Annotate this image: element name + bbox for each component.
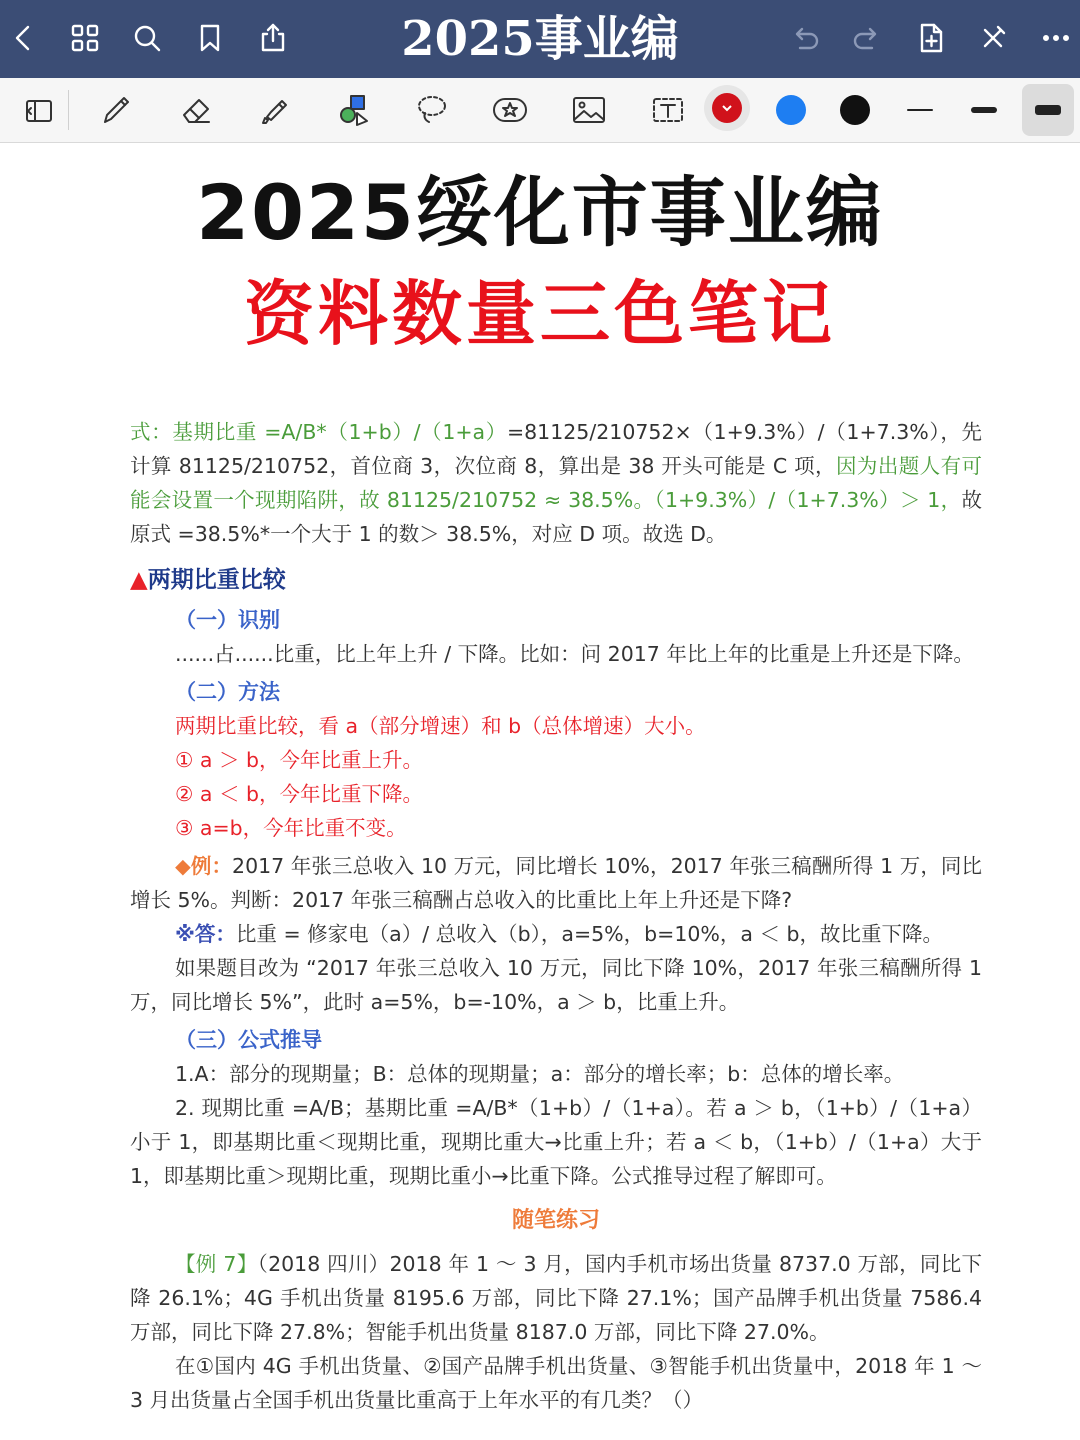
sidebar-toggle-icon[interactable] xyxy=(12,84,64,136)
answer-more: 如果题目改为 “2017 年张三总收入 10 万元，同比下降 10%，2017 年张三稿酬所得 1 万，同比增长 5%”，此时 a=5%，b=-10%，a ＞ b，比重上升。 xyxy=(130,956,982,1014)
solution-paragraph xyxy=(130,415,982,551)
method-main: 两期比重比较，看 a（部分增速）和 b（总体增速）大小。 xyxy=(175,714,706,738)
answer-text: 比重 = 修家电（a）/ 总收入（b），a=5%，b=10%，a ＜ b，故比重下降。 xyxy=(235,922,944,946)
section-heading-text: 两期比重比较 xyxy=(147,567,286,593)
identify-text: ......占......比重，比上年上升 / 下降。比如：问 2017 年比上年的比重是上升还是下降。 xyxy=(175,642,974,666)
top-navbar xyxy=(0,0,1080,78)
practice-heading: 随笔练习 xyxy=(511,1208,600,1233)
triangle-icon: ▲ xyxy=(130,567,148,593)
highlighter-icon[interactable] xyxy=(250,84,302,136)
document-title: 2025事业编 xyxy=(401,11,679,67)
method-item-2: ② a ＜ b，今年比重下降。 xyxy=(175,782,424,806)
example7-paragraph xyxy=(130,1247,982,1349)
image-icon[interactable] xyxy=(563,84,615,136)
redo-icon[interactable] xyxy=(843,14,891,62)
example-text: 2017 年张三总收入 10 万元，同比增长 10%，2017 年张三稿酬所得 1 万，同比增长 5%。判断：2017 年张三稿酬占总收入的比重比上年上升还是下降? xyxy=(130,854,982,912)
shapes-icon[interactable] xyxy=(328,84,380,136)
method-item-1: ① a ＞ b，今年比重上升。 xyxy=(175,748,424,772)
black-text: =81125/210752×（1+9.3%）/（1+7.3%），先计算 81125/210752，首位商 3，次位商 8，算出是 38 开头可能是 C 项， xyxy=(130,420,982,478)
example7-question: 在①国内 4G 手机出货量、②国产品牌手机出货量、③智能手机出货量中，2018 年 1 ～ 3 月出货量占全国手机出货量比重高于上年水平的有几类？（） xyxy=(130,1354,982,1412)
green-text: 式：基期比重 =A/B*（1+b）/（1+a） xyxy=(130,420,507,444)
method-item-3: ③ a=b，今年比重不变。 xyxy=(175,816,407,840)
back-icon[interactable] xyxy=(0,14,48,62)
pen-toolbar xyxy=(0,78,1080,143)
lasso-icon[interactable] xyxy=(406,84,458,136)
answer-label: ※答： xyxy=(175,922,236,946)
subheading-identify: （一）识别 xyxy=(175,608,280,632)
answer-paragraph xyxy=(130,917,982,951)
stroke-width-medium[interactable] xyxy=(958,84,1010,136)
text-icon[interactable] xyxy=(642,84,694,136)
formula-item-2: 2. 现期比重 =A/B；基期比重 =A/B*（1+b）/（1+a）。若 a ＞ b，（1+b）/（1+a）小于 1，即基期比重＜现期比重，现期比重大→比重上升；若 a ＜ b，（1+b）/（1+a）大于 1，即基期比重＞现期比重，现期比重小→比重下降。公式推导过程了解即可。 xyxy=(130,1096,982,1188)
pen-icon[interactable] xyxy=(90,84,142,136)
section-heading xyxy=(130,561,982,599)
formula-item-1: 1.A：部分的现期量；B：总体的现期量；a：部分的增长率；b：总体的增长率。 xyxy=(175,1062,905,1086)
note-body xyxy=(130,415,982,1417)
eraser-icon[interactable] xyxy=(170,84,222,136)
search-icon[interactable] xyxy=(123,14,171,62)
undo-icon[interactable] xyxy=(781,14,829,62)
stroke-width-thin[interactable] xyxy=(894,84,946,136)
sticker-icon[interactable] xyxy=(484,84,536,136)
grid-icon[interactable] xyxy=(61,14,109,62)
page-subtitle: 资料数量三色笔记 xyxy=(244,273,836,355)
subheading-method: （二）方法 xyxy=(175,680,280,704)
example-label: ◆例： xyxy=(175,854,233,878)
subheading-formula: （三）公式推导 xyxy=(175,1028,322,1052)
bookmark-icon[interactable] xyxy=(186,14,234,62)
add-page-icon[interactable] xyxy=(907,14,955,62)
stroke-width-thick[interactable] xyxy=(1022,84,1074,136)
more-icon[interactable] xyxy=(1032,14,1080,62)
page-title: 2025绥化市事业编 xyxy=(196,168,884,257)
black-text: 故原式 =38.5%*一个大于 1 的数＞ 38.5%，对应 D 项。故选 D。 xyxy=(130,488,982,546)
green-text: 因为出题人有可能会设置一个现期陷阱，故 81125/210752 ≈ 38.5%。（1+9.3%）/（1+7.3%）＞ 1， xyxy=(130,454,983,512)
example7-text: （2018 四川）2018 年 1 ～ 3 月，国内手机市场出货量 8737.0 万部，同比下降 26.1%；4G 手机出货量 8195.6 万部，同比下降 27.1%；国产品牌手机出货量 7586.4 万部，同比下降 27.8%；智能手机出货量 8187.0 万部，同比下降 27.0%。 xyxy=(130,1252,982,1344)
color-swatch-red-selected[interactable] xyxy=(704,85,750,131)
color-blue[interactable] xyxy=(776,95,806,125)
example-paragraph xyxy=(130,849,982,917)
close-pen-icon[interactable] xyxy=(969,14,1017,62)
color-black[interactable] xyxy=(840,95,870,125)
chevron-down-icon xyxy=(721,102,733,114)
example7-label: 【例 7】 xyxy=(175,1252,258,1276)
share-icon[interactable] xyxy=(249,14,297,62)
toolbar-divider xyxy=(68,90,69,130)
